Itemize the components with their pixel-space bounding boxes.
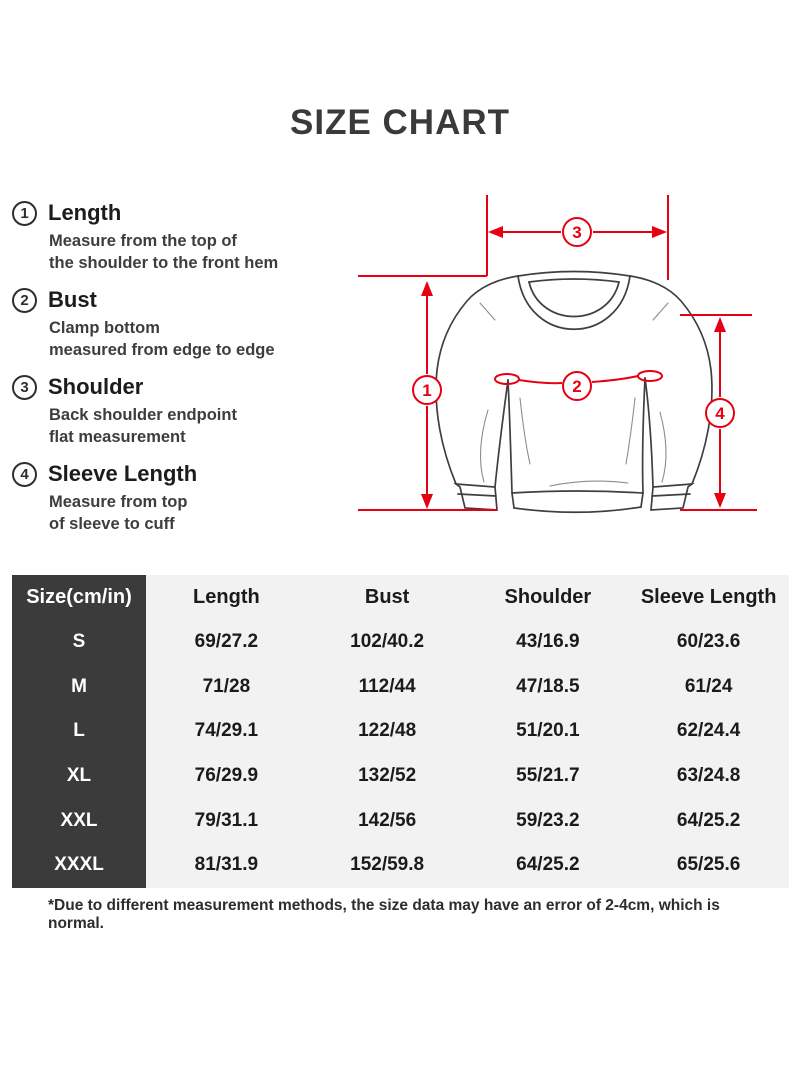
size-label-cell: XXL	[12, 798, 146, 843]
table-cell: 76/29.9	[146, 754, 307, 799]
measurement-label: Sleeve Length	[48, 461, 198, 486]
diagram-label-1: 1	[422, 381, 432, 400]
number-4-badge: 4	[12, 462, 37, 487]
diagram-label-3: 3	[572, 223, 582, 242]
number-3-badge: 3	[12, 375, 37, 400]
footnote: *Due to different measurement methods, the size data may have an error of 2-4cm, which is normal.	[48, 897, 720, 932]
table-cell: 102/40.2	[307, 620, 468, 665]
size-label-cell: M	[12, 664, 146, 709]
table-cell: 51/20.1	[468, 709, 629, 754]
table-cell: 81/31.9	[146, 843, 307, 888]
table-cell: 65/25.6	[628, 843, 789, 888]
sweatshirt-measurement-diagram	[330, 170, 800, 550]
size-label-cell: S	[12, 620, 146, 665]
measurement-item-shoulder	[12, 374, 332, 448]
table-cell: 62/24.4	[628, 709, 789, 754]
table-header-cell: Length	[146, 575, 307, 620]
measurement-item-sleeve-length	[12, 461, 332, 535]
diagram-label-4: 4	[715, 404, 725, 423]
size-label-cell: XL	[12, 754, 146, 799]
measurement-legend	[12, 200, 332, 548]
table-cell: 132/52	[307, 754, 468, 799]
table-cell: 71/28	[146, 664, 307, 709]
table-cell: 59/23.2	[468, 798, 629, 843]
measurement-label: Shoulder	[48, 374, 144, 399]
measurement-description: Measure from the top of the shoulder to the front hem	[49, 232, 279, 272]
size-label-cell: XXXL	[12, 843, 146, 888]
table-header-cell: Shoulder	[468, 575, 629, 620]
table-cell: 122/48	[307, 709, 468, 754]
table-header-cell: Size(cm/in)	[12, 575, 146, 620]
measurement-label: Bust	[48, 287, 97, 312]
arrowheads	[421, 226, 726, 509]
table-cell: 47/18.5	[468, 664, 629, 709]
table-cell: 55/21.7	[468, 754, 629, 799]
table-cell: 64/25.2	[468, 843, 629, 888]
table-cell: 63/24.8	[628, 754, 789, 799]
table-header-cell: Bust	[307, 575, 468, 620]
measurement-item-bust	[12, 287, 332, 361]
size-table	[12, 575, 789, 888]
measurement-item-length	[12, 200, 332, 274]
number-1-badge: 1	[12, 201, 37, 226]
measurement-description: Back shoulder endpoint flat measurement	[49, 406, 237, 446]
table-cell: 79/31.1	[146, 798, 307, 843]
table-cell: 74/29.1	[146, 709, 307, 754]
measurement-description: Measure from top of sleeve to cuff	[49, 493, 188, 533]
measurement-description: Clamp bottom measured from edge to edge	[49, 319, 275, 359]
number-2-badge: 2	[12, 288, 37, 313]
size-label-cell: L	[12, 709, 146, 754]
table-cell: 60/23.6	[628, 620, 789, 665]
table-cell: 43/16.9	[468, 620, 629, 665]
table-cell: 64/25.2	[628, 798, 789, 843]
table-cell: 152/59.8	[307, 843, 468, 888]
table-cell: 112/44	[307, 664, 468, 709]
page-title: SIZE CHART	[290, 103, 510, 142]
table-cell: 61/24	[628, 664, 789, 709]
diagram-number-badges	[413, 218, 734, 427]
measurement-label: Length	[48, 200, 122, 225]
diagram-label-2: 2	[572, 377, 582, 396]
table-cell: 69/27.2	[146, 620, 307, 665]
table-header-cell: Sleeve Length	[628, 575, 789, 620]
table-cell: 142/56	[307, 798, 468, 843]
dimension-lines	[358, 195, 757, 510]
